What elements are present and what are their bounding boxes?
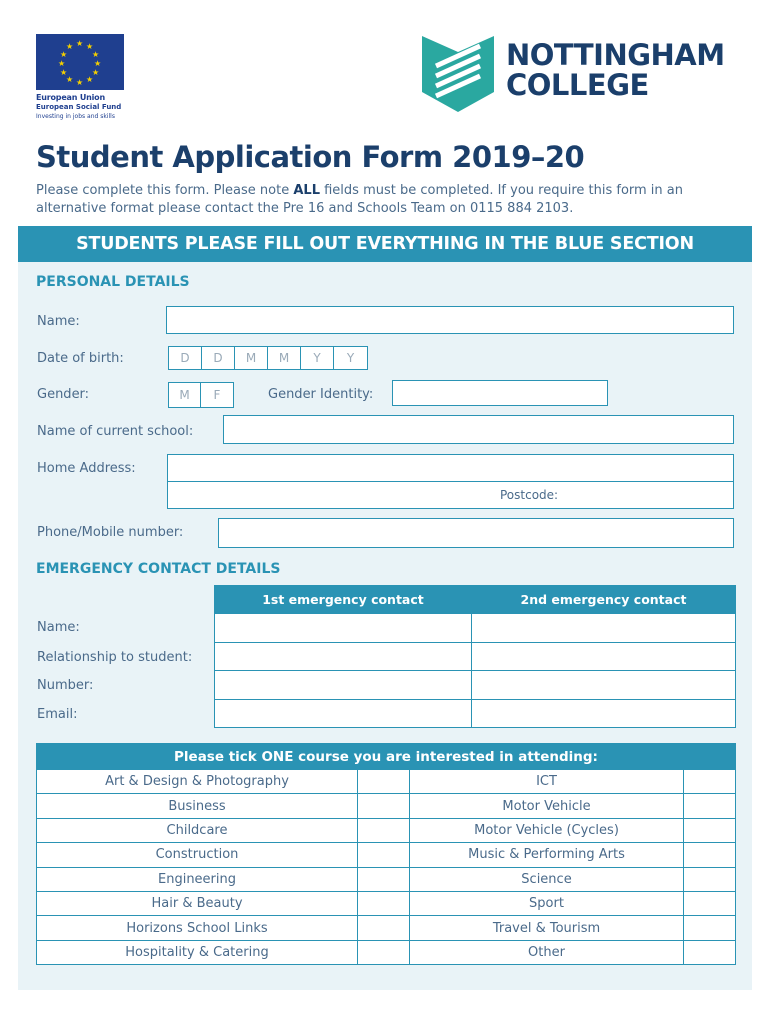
- emergency-col-1: 1st emergency contact: [215, 586, 472, 614]
- ec2-name-field[interactable]: [472, 614, 736, 643]
- course-tickbox[interactable]: [358, 940, 410, 964]
- ec2-number-field[interactable]: [472, 671, 736, 700]
- course-name: Horizons School Links: [37, 916, 358, 940]
- course-name: Sport: [410, 891, 684, 915]
- course-name: Hair & Beauty: [37, 891, 358, 915]
- ec-email-label: Email:: [37, 707, 78, 722]
- course-tickbox[interactable]: [684, 770, 736, 794]
- course-tickbox[interactable]: [358, 770, 410, 794]
- school-field[interactable]: [223, 415, 734, 444]
- gender-male-option[interactable]: M: [169, 383, 201, 407]
- emergency-contact-table: [214, 585, 736, 728]
- course-name: Other: [410, 940, 684, 964]
- table-row: [37, 940, 736, 964]
- name-label: Name:: [37, 314, 80, 329]
- dob-label: Date of birth:: [37, 351, 124, 366]
- course-name: Music & Performing Arts: [410, 843, 684, 867]
- table-row: [37, 794, 736, 818]
- address-label: Home Address:: [37, 461, 136, 476]
- ec-relationship-label: Relationship to student:: [37, 650, 193, 665]
- page-title: Student Application Form 2019–20: [36, 140, 585, 174]
- intro-part2: fields must be completed. If you require this form in an alternative format please contact the Pre 16 and Schools Team on 0115 884 2103.: [36, 183, 683, 216]
- gender-female-option[interactable]: F: [213, 388, 221, 402]
- ec2-email-field[interactable]: [472, 699, 736, 728]
- dob-month-2[interactable]: M: [268, 347, 301, 369]
- college-name-line1: NOTTINGHAM: [506, 38, 725, 72]
- college-name-line2: COLLEGE: [506, 68, 649, 102]
- table-row: [215, 671, 736, 700]
- college-name: [506, 40, 725, 100]
- ec2-relationship-field[interactable]: [472, 642, 736, 671]
- course-name: Science: [410, 867, 684, 891]
- school-label: Name of current school:: [37, 424, 194, 439]
- course-name: Hospitality & Catering: [37, 940, 358, 964]
- intro-emphasis: ALL: [293, 183, 320, 198]
- eu-logo-line1: European Union: [36, 93, 105, 102]
- course-tickbox[interactable]: [684, 794, 736, 818]
- dob-field[interactable]: [168, 346, 368, 370]
- ec-name-label: Name:: [37, 620, 80, 635]
- ec1-name-field[interactable]: [215, 614, 472, 643]
- emergency-heading: EMERGENCY CONTACT DETAILS: [36, 561, 281, 577]
- course-tickbox[interactable]: [684, 891, 736, 915]
- dob-year-2[interactable]: Y: [346, 351, 355, 365]
- table-row: [37, 843, 736, 867]
- student-section: [18, 226, 752, 990]
- course-tickbox[interactable]: [358, 891, 410, 915]
- table-row: [37, 818, 736, 842]
- dob-month-1[interactable]: M: [235, 347, 268, 369]
- college-book-icon: [420, 32, 496, 114]
- ec-number-label: Number:: [37, 678, 94, 693]
- address-line1-field[interactable]: [167, 454, 734, 482]
- dob-day-2[interactable]: D: [202, 347, 235, 369]
- dob-day-1[interactable]: D: [169, 347, 202, 369]
- postcode-label: Postcode:: [500, 488, 559, 502]
- course-name: Engineering: [37, 867, 358, 891]
- intro-part1: Please complete this form. Please note: [36, 183, 294, 198]
- table-row: [215, 614, 736, 643]
- course-name: Childcare: [37, 818, 358, 842]
- phone-field[interactable]: [218, 518, 734, 548]
- emergency-col-2: 2nd emergency contact: [472, 586, 736, 614]
- course-tickbox[interactable]: [358, 794, 410, 818]
- eu-logo: [36, 34, 128, 120]
- gender-identity-label: Gender Identity:: [268, 387, 374, 402]
- phone-label: Phone/Mobile number:: [37, 525, 184, 540]
- course-tickbox[interactable]: [358, 916, 410, 940]
- course-tickbox[interactable]: [684, 818, 736, 842]
- course-name: Travel & Tourism: [410, 916, 684, 940]
- course-name: Business: [37, 794, 358, 818]
- eu-flag-icon: ★ ★ ★ ★ ★ ★ ★ ★ ★ ★ ★ ★: [36, 34, 124, 90]
- dob-year-1[interactable]: Y: [301, 347, 334, 369]
- personal-details-heading: PERSONAL DETAILS: [36, 274, 190, 290]
- gender-field[interactable]: [168, 382, 234, 408]
- course-tickbox[interactable]: [358, 867, 410, 891]
- course-tickbox[interactable]: [358, 818, 410, 842]
- college-logo: [420, 30, 740, 116]
- course-name: Motor Vehicle (Cycles): [410, 818, 684, 842]
- gender-identity-field[interactable]: [392, 380, 608, 406]
- table-row: [37, 916, 736, 940]
- course-table-header: Please tick ONE course you are interested in attending:: [37, 744, 736, 770]
- course-tickbox[interactable]: [684, 867, 736, 891]
- course-tickbox[interactable]: [684, 843, 736, 867]
- eu-logo-line2: European Social Fund: [36, 103, 122, 111]
- course-table: [36, 743, 736, 965]
- ec1-number-field[interactable]: [215, 671, 472, 700]
- table-row: [215, 699, 736, 728]
- gender-label: Gender:: [37, 387, 90, 402]
- name-field[interactable]: [166, 306, 734, 334]
- table-row: [37, 891, 736, 915]
- course-tickbox[interactable]: [684, 940, 736, 964]
- table-row: [37, 770, 736, 794]
- ec1-relationship-field[interactable]: [215, 642, 472, 671]
- table-row: [215, 642, 736, 671]
- table-row: [37, 867, 736, 891]
- address-line2-field[interactable]: [167, 481, 734, 509]
- course-name: ICT: [410, 770, 684, 794]
- intro-text: [36, 182, 736, 218]
- course-name: Construction: [37, 843, 358, 867]
- course-tickbox[interactable]: [684, 916, 736, 940]
- section-banner: STUDENTS PLEASE FILL OUT EVERYTHING IN THE BLUE SECTION: [18, 226, 752, 262]
- course-tickbox[interactable]: [358, 843, 410, 867]
- course-name: Art & Design & Photography: [37, 770, 358, 794]
- course-name: Motor Vehicle: [410, 794, 684, 818]
- ec1-email-field[interactable]: [215, 699, 472, 728]
- eu-logo-line3: Investing in jobs and skills: [36, 113, 115, 120]
